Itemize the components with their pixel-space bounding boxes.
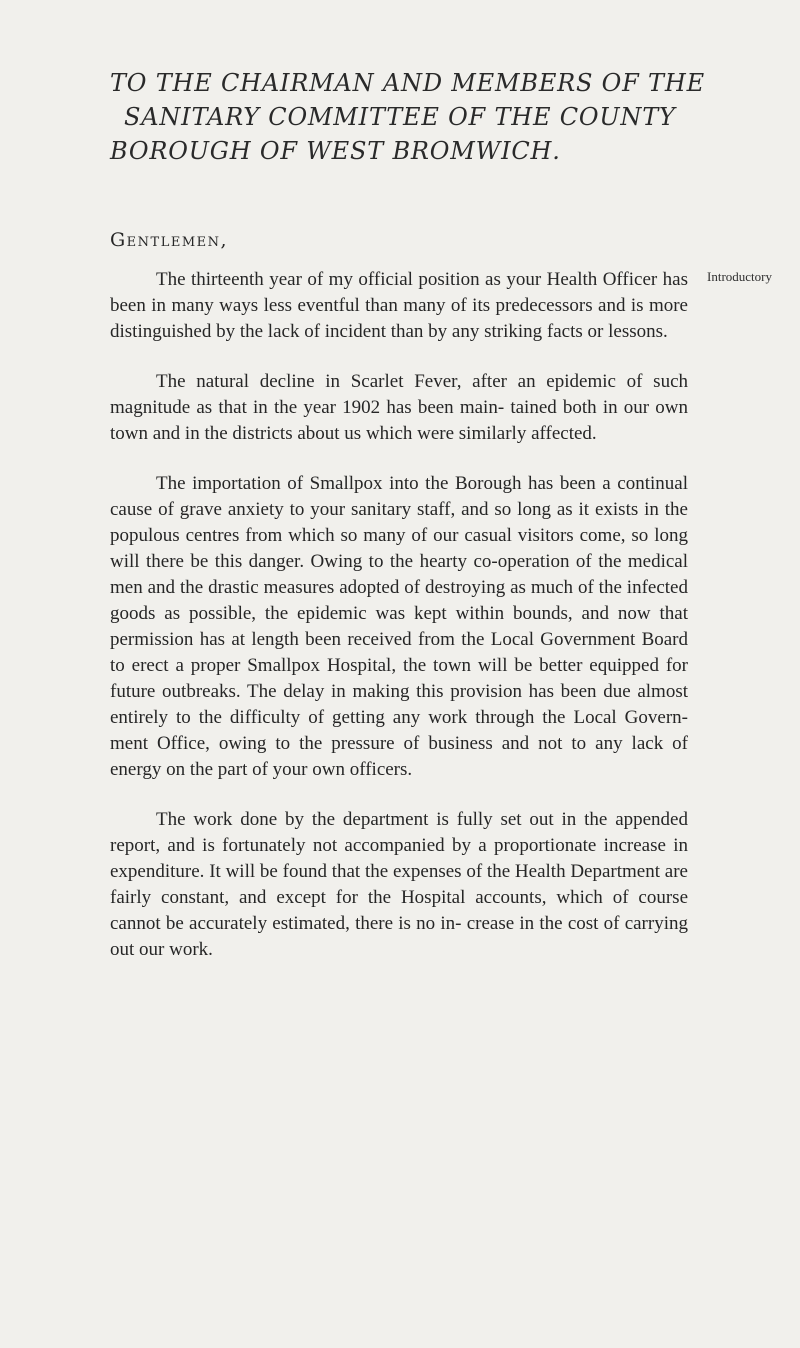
heading-line-1: TO THE CHAIRMAN AND MEMBERS OF THE <box>110 69 705 97</box>
letter-body <box>110 267 688 987</box>
paragraph-smallpox: The importation of Smallpox into the Borough has been a continual cause of grave anxiety to your sanitary staff, and so long as it exists in the populous centres from which so many of our casual visitors come, so long will there be this danger. Owing to the hearty co-operation of the medical men and the drastic measures adopted of destroying as much of the infected goods as possible, the epidemic was kept within bounds, and now that permission has at length been received from the Local Government Board to erect a proper Smallpox Hospital, the town will be better equipped for future outbreaks. The delay in making this provision has been due almost entirely to the difficulty of getting any work through the Local Govern- ment Office, owing to the pressure of business and not to any lack of energy on the part of your own officers. <box>110 473 688 780</box>
margin-note: Introductory <box>707 269 772 284</box>
salutation: Gentlemen, <box>110 229 229 251</box>
paragraph-scarlet-fever: The natural decline in Scarlet Fever, after an epidemic of such magnitude as that in the year 1902 has been main- tained both in our own town and in the districts about us which were similarly affected. <box>110 371 688 444</box>
heading-line-3: BOROUGH OF WEST BROMWICH. <box>110 137 561 165</box>
heading-line-2: SANITARY COMMITTEE OF THE COUNTY <box>124 103 676 131</box>
report-heading <box>110 66 705 168</box>
paragraph-introduction: The thirteenth year of my official position as your Health Officer has been in many ways less eventful than many of its predecessors and is more distinguished by the lack of incident than by any striking facts or lessons. <box>110 269 688 342</box>
paragraph-expenditure: The work done by the department is fully set out in the appended report, and is fortunately not accompanied by a proportionate increase in expenditure. It will be found that the expenses of the Health Department are fairly constant, and except for the Hospital accounts, which of course cannot be accurately estimated, there is no in- crease in the cost of carrying out our work. <box>110 809 688 960</box>
